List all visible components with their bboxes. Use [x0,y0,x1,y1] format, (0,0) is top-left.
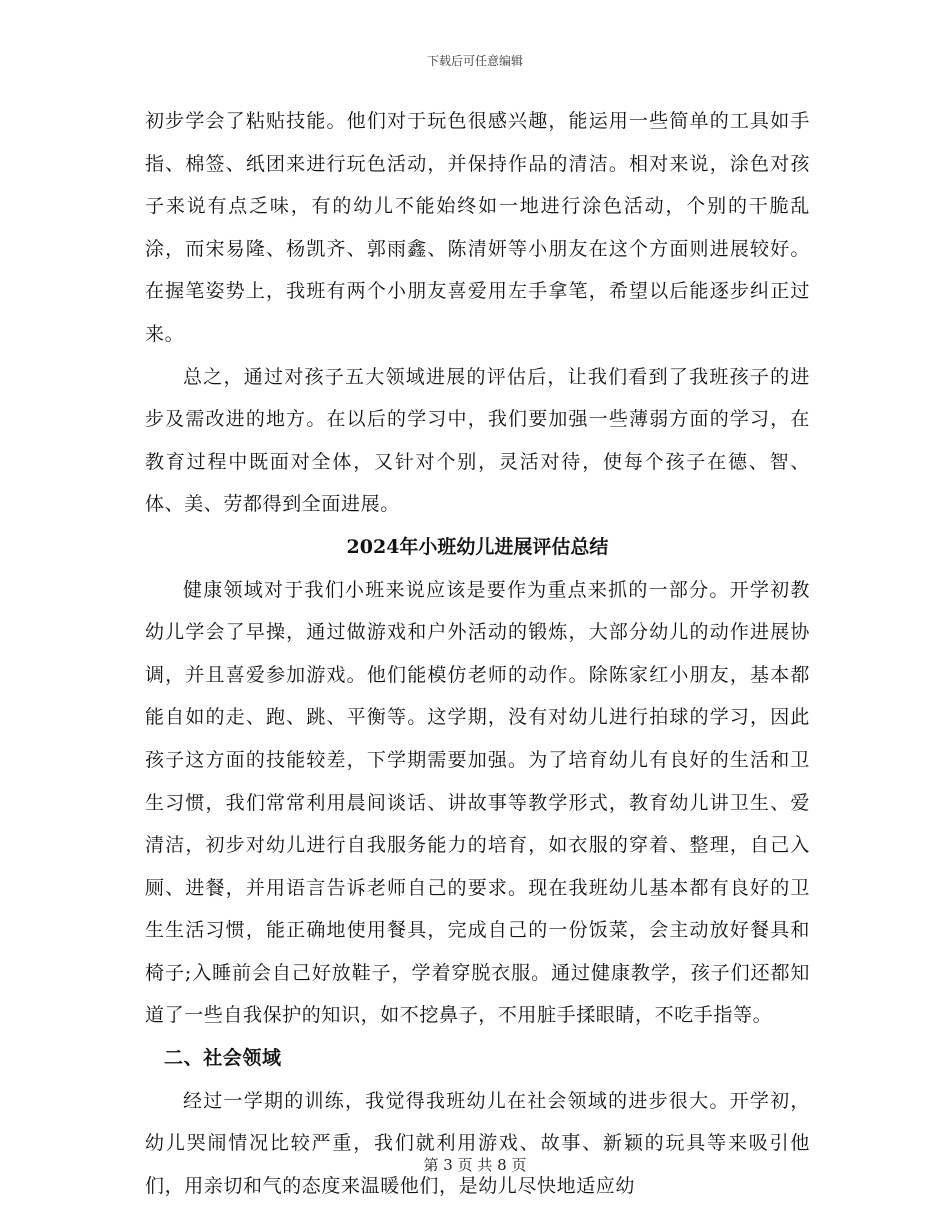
paragraph-social: 经过一学期的训练，我觉得我班幼儿在社会领域的进步很大。开学初，幼儿哭闹情况比较严重，我们就利用游戏、故事、新颖的玩具等来吸引他们，用亲切和气的态度来温暖他们，是幼儿尽快地适应幼 [145,1089,810,1197]
paragraph-health: 健康领域对于我们小班来说应该是要作为重点来抓的一部分。开学初教幼儿学会了早操，通过做游戏和户外活动的锻炼，大部分幼儿的动作进展协调，并且喜爱参加游戏。他们能模仿老师的动作。除陈家红小朋友，基本都能自如的走、跑、跳、平衡等。这学期，没有对幼儿进行拍球的学习，因此孩子这方面的技能较差，下学期需要加强。为了培育幼儿有良好的生活和卫生习惯，我们常常利用晨间谈话、讲故事等教学形式，教育幼儿讲卫生、爱清洁，初步对幼儿进行自我服务能力的培育，如衣服的穿着、整理，自己入厕、进餐，并用语言告诉老师自己的要求。现在我班幼儿基本都有良好的卫生生活习惯，能正确地使用餐具，完成自己的一份饭菜，会主动放好餐具和椅子;入睡前会自己好放鞋子，学着穿脱衣服。通过健康教学，孩子们还都知道了一些自我保护的知识，如不挖鼻子，不用脏手揉眼睛，不吃手指等。 [145,578,810,1027]
document-body [145,100,810,1207]
paragraph-summary: 总之，通过对孩子五大领域进展的评估后，让我们看到了我班孩子的进步及需改进的地方。在以后的学习中，我们要加强一些薄弱方面的学习，在教育过程中既面对全体，又针对个别，灵活对待，使每个孩子在德、智、体、美、劳都得到全面进展。 [145,365,810,516]
page-header: 下载后可任意编辑 [426,54,523,68]
section-title: 2024年小班幼儿进展评估总结 [346,535,609,558]
heading-social: 二、社会领域 [164,1047,282,1070]
paragraph-art-skills: 初步学会了粘贴技能。他们对于玩色很感兴趣，能运用一些简单的工具如手指、棉签、纸团来进行玩色活动，并保持作品的清洁。相对来说，涂色对孩子来说有点乏味，有的幼儿不能始终如一地进行涂色活动，个别的干脆乱涂，而宋易隆、杨凯齐、郭雨鑫、陈清妍等小朋友在这个方面则进展较好。在握笔姿势上，我班有两个小朋友喜爱用左手拿笔，希望以后能逐步纠正过来。 [145,110,810,345]
page-footer: 第 3 页 共 8 页 [423,1156,527,1174]
